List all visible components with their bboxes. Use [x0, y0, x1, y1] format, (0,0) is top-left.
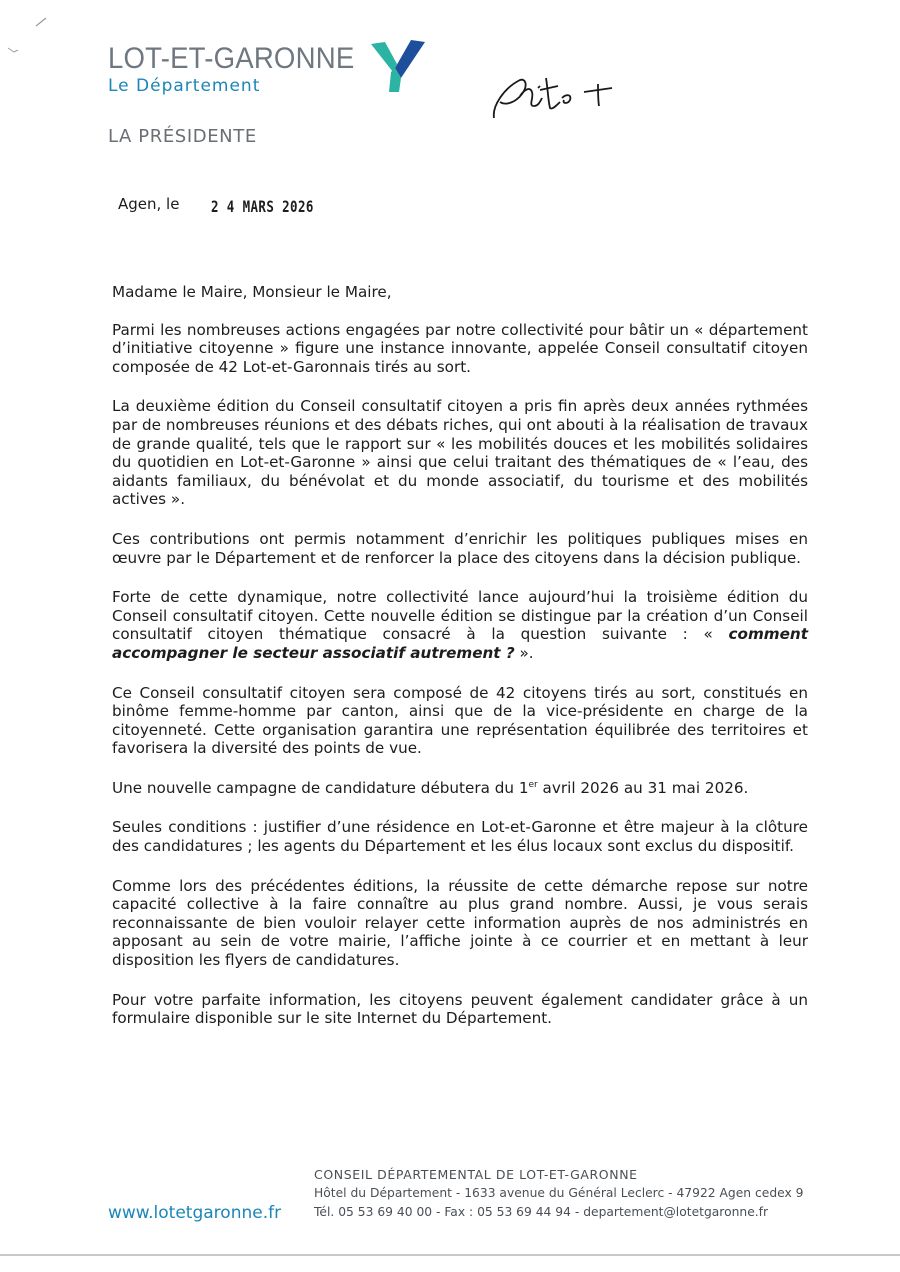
y-logo-icon — [367, 38, 427, 94]
paragraph: Parmi les nombreuses actions engagées par notre collectivité pour bâtir un « département d’initiative citoyenne » figure une instance innovante, appelée Conseil consultatif citoyen composée de 42 Lot-et-Garonnais tirés au sort. — [112, 320, 808, 376]
paragraph: Pour votre parfaite information, les citoyens peuvent également candidater grâce à un formulaire disponible sur le site Internet du Département. — [112, 990, 808, 1028]
website-link[interactable]: www.lotetgaronne.fr — [108, 1203, 282, 1223]
salutation: Madame le Maire, Monsieur le Maire, — [112, 283, 392, 301]
scan-edge-line — [0, 1254, 900, 1256]
scan-speck-icon — [34, 16, 48, 28]
brand-name: LOT-ET-GARONNE — [108, 42, 355, 75]
paragraph: Ce Conseil consultatif citoyen sera composé de 42 citoyens tirés au sort, constitués en binôme femme-homme par canton, ainsi que de la vice-présidente en charge de la citoyenneté. Cette organisation garantira une représentation équilibrée des territoires et favorisera la diversité des points de vue. — [112, 683, 808, 758]
paragraph-text: avril 2026 au 31 mai 2026. — [537, 778, 749, 797]
footer-contact: Tél. 05 53 69 40 00 - Fax : 05 53 69 44 94 - departement@lotetgaronne.fr — [314, 1205, 769, 1219]
paragraph — [112, 588, 808, 662]
office-title: LA PRÉSIDENTE — [108, 126, 257, 147]
date-stamp: 2 4 MARS 2026 — [211, 197, 314, 216]
dateline-place: Agen, le — [118, 195, 180, 213]
brand-subtitle: Le Département — [108, 76, 261, 96]
footer-organization: CONSEIL DÉPARTEMENTAL DE LOT-ET-GARONNE — [314, 1167, 638, 1182]
paragraph — [112, 779, 808, 798]
handwritten-note — [486, 66, 626, 126]
paragraph: Seules conditions : justifier d’une résidence en Lot-et-Garonne et être majeur à la clôture des candidatures ; les agents du Département et les élus locaux sont exclus du dispositif. — [112, 818, 808, 856]
paragraph-text: Forte de cette dynamique, notre collectivité lance aujourd’hui la troisième édition du Conseil consultatif citoyen. Cette nouvelle édition se distingue par la création d’un Conseil consultatif citoyen thématique consacré à la question suivante : « — [112, 588, 808, 644]
paragraph-text: Une nouvelle campagne de candidature débutera du 1 — [112, 778, 529, 797]
letter-body — [112, 283, 808, 1049]
paragraph: La deuxième édition du Conseil consultatif citoyen a pris fin après deux années rythmées par de nombreuses réunions et des débats riches, qui ont abouti à la réalisation de travaux de grande qualité, tels que le rapport sur « les mobilités douces et les mobilités solidaires du quotidien en Lot-et-Garonne » ainsi que celui traitant des thématiques de « l’eau, des aidants familiaux, du bénévolat et du monde associatif, du tourisme et des mobilités actives ». — [112, 397, 809, 509]
paragraph: Ces contributions ont permis notamment d’enrichir les politiques publiques mises en œuvre par le Département et de renforcer la place des citoyens dans la décision publique. — [112, 529, 808, 567]
department-brand — [108, 42, 376, 96]
question-emphasis: comment accompagner le secteur associatif autrement ? — [112, 625, 808, 662]
ordinal-superscript: er — [528, 779, 538, 790]
paragraph: Comme lors des précédentes éditions, la réussite de cette démarche repose sur notre capacité collective à la faire connaître au plus grand nombre. Aussi, je vous serais reconnaissante de bien vouloir relayer cette information auprès de nos administrés en apposant au sein de votre mairie, l’affiche jointe à ce courrier et en mettant à leur disposition les flyers de candidatures. — [112, 876, 808, 970]
paragraph-text: ». — [514, 643, 534, 662]
scan-speck-icon — [6, 44, 20, 56]
footer-address: Hôtel du Département - 1633 avenue du Général Leclerc - 47922 Agen cedex 9 — [314, 1186, 804, 1200]
